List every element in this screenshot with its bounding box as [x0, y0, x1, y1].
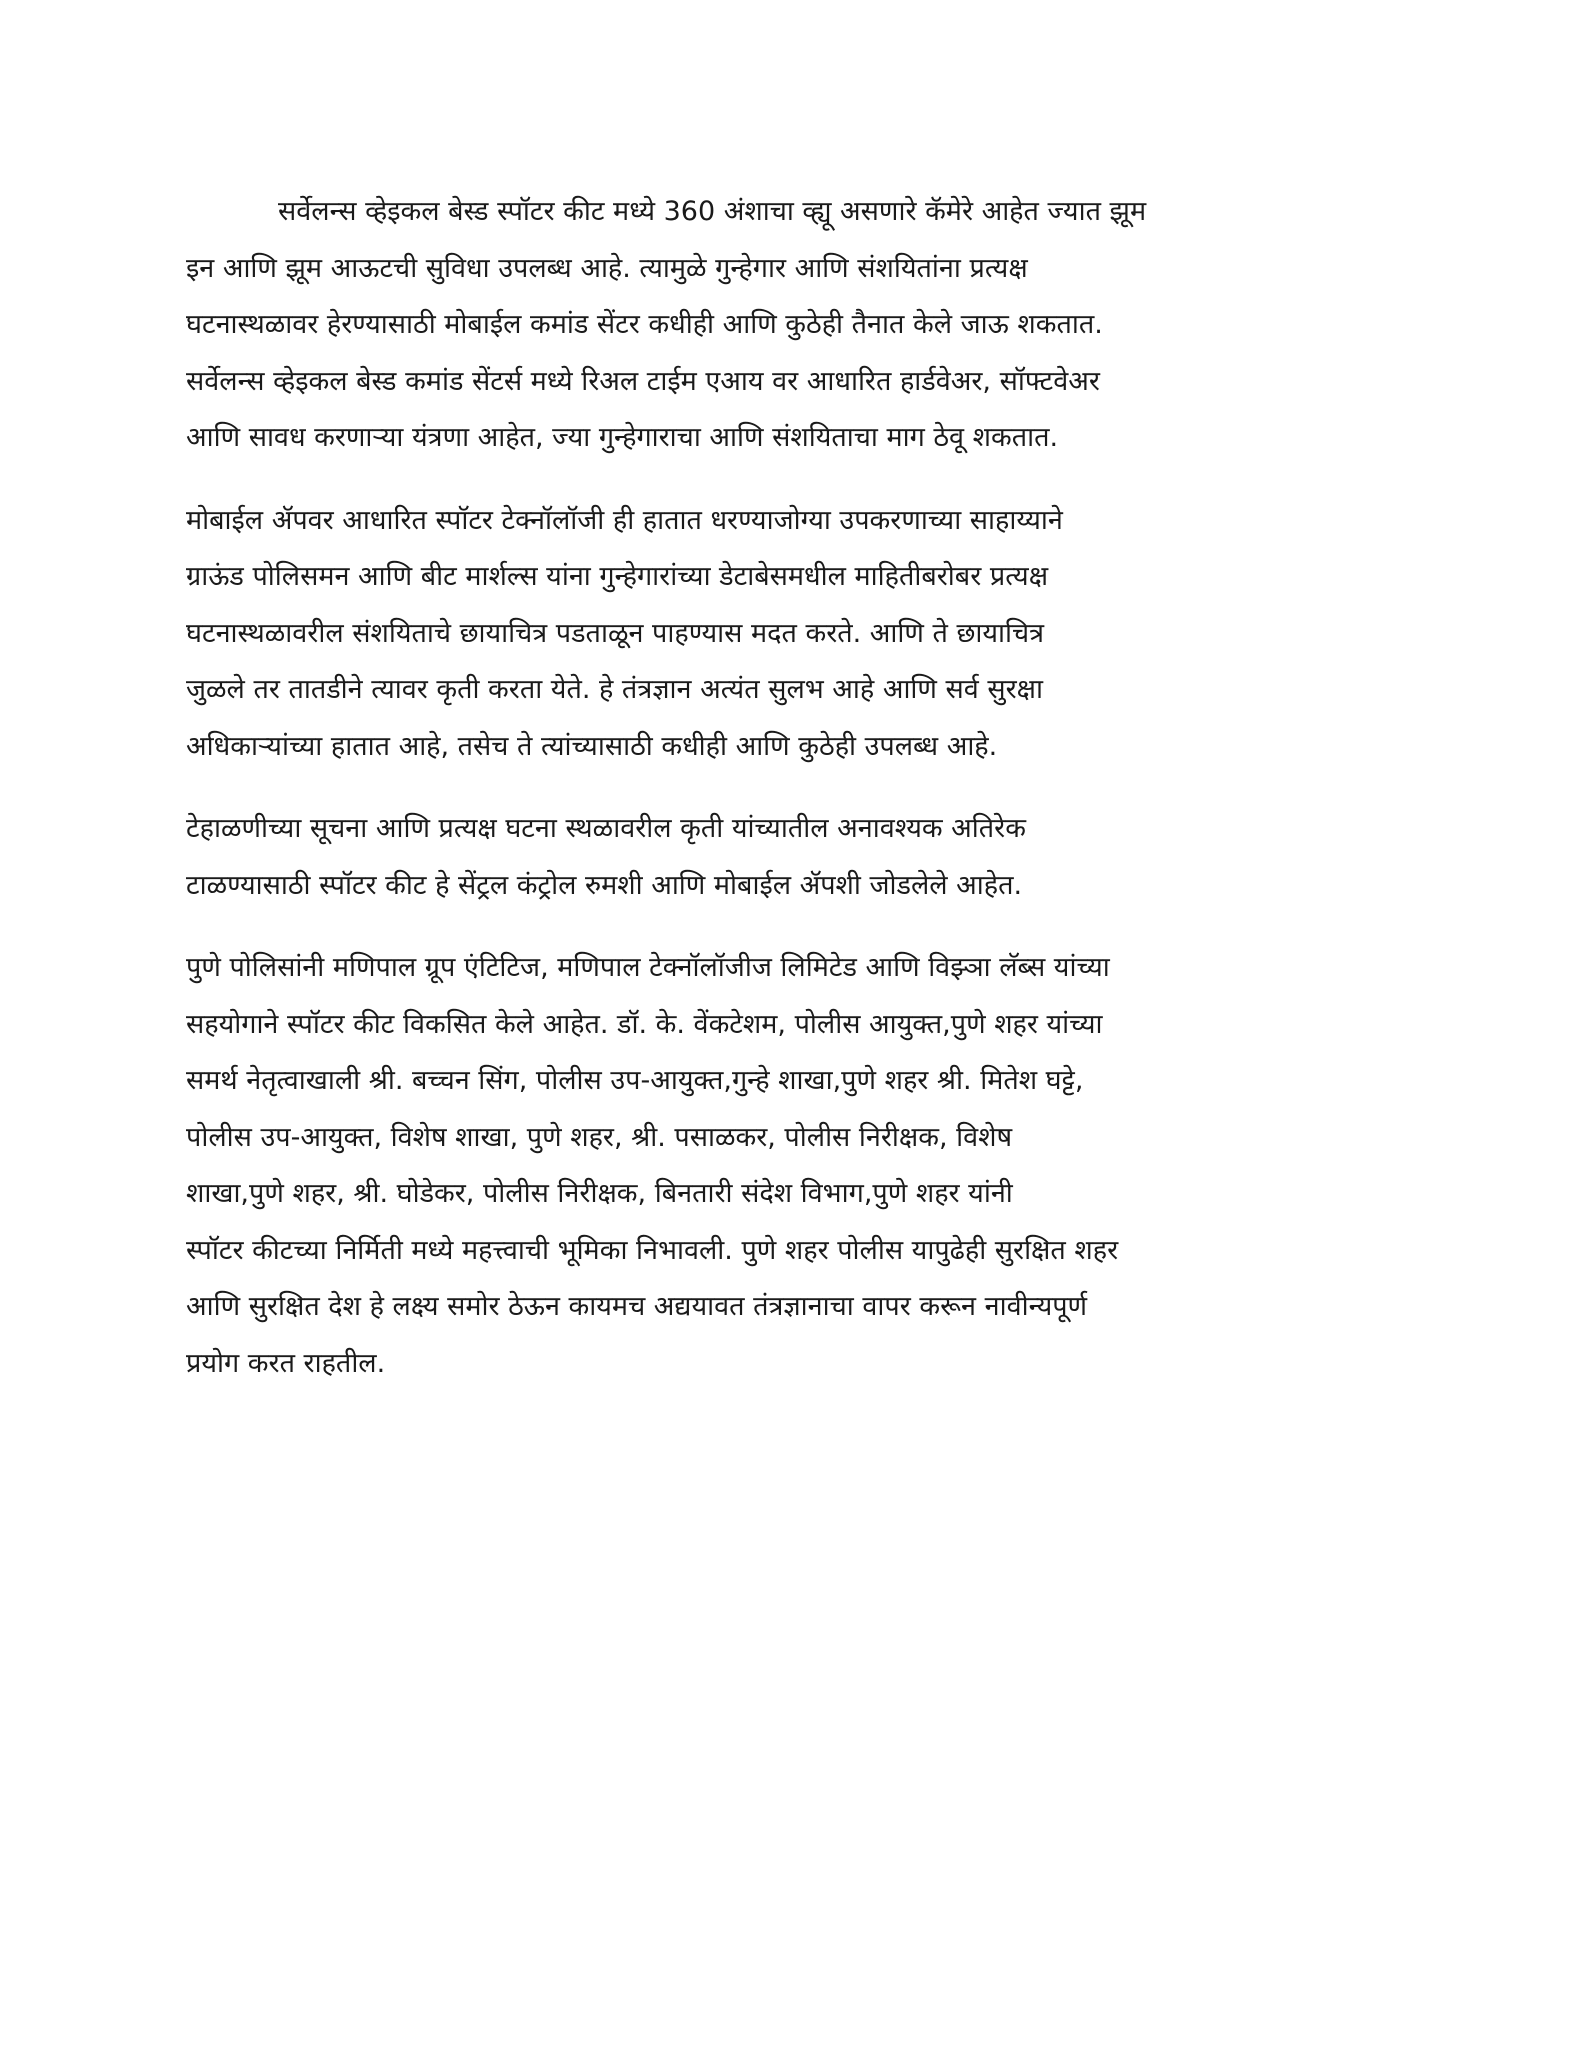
text-line: सहयोगाने स्पॉटर कीट विकसित केले आहेत. डॉ. के. वेंकटेशम, पोलीस आयुक्त,पुणे शहर यांच्या — [186, 1008, 1103, 1040]
text-line: सर्वेलन्स व्हेइकल बेस्ड स्पॉटर कीट मध्ये 360 अंशाचा व्ह्यू असणारे कॅमेरे आहेत ज्यात झूम — [278, 196, 1147, 227]
text-line: ग्राऊंड पोलिसमन आणि बीट मार्शल्स यांना गुन्हेगारांच्या डेटाबेसमधील माहितीबरोबर प्रत्यक्ष — [186, 561, 1049, 592]
paragraph-control-room — [186, 801, 1416, 914]
text-line: घटनास्थळावरील संशयिताचे छायाचित्र पडताळून पाहण्यास मदत करते. आणि ते छायाचित्र — [186, 617, 1045, 649]
text-line: पुणे पोलिसांनी मणिपाल ग्रूप एंटिटिज, मणिपाल टेक्नॉलॉजीज लिमिटेड आणि विझ्ञा लॅब्स यांच्या — [186, 952, 1110, 983]
text-line: शाखा,पुणे शहर, श्री. घोडेकर, पोलीस निरीक्षक, बिनतारी संदेश विभाग,पुणे शहर यांनी — [186, 1178, 1013, 1209]
text-line: मोबाईल ॲपवर आधारित स्पॉटर टेक्नॉलॉजी ही हातात धरण्याजोग्या उपकरणाच्या साहाय्याने — [186, 504, 1063, 536]
text-line: आणि सावध करणाऱ्या यंत्रणा आहेत, ज्या गुन्हेगाराचा आणि संशयिताचा माग ठेवू शकतात. — [186, 422, 1059, 453]
text-line: अधिकाऱ्यांच्या हातात आहे, तसेच ते त्यांच्यासाठी कधीही आणि कुठेही उपलब्ध आहे. — [186, 730, 998, 762]
text-line: इन आणि झूम आऊटची सुविधा उपलब्ध आहे. त्यामुळे गुन्हेगार आणि संशयितांना प्रत्यक्ष — [186, 252, 1028, 284]
text-line: प्रयोग करत राहतील. — [186, 1347, 386, 1379]
text-line: आणि सुरक्षित देश हे लक्ष्य समोर ठेऊन कायमच अद्ययावत तंत्रज्ञानाचा वापर करून नावीन्यपूर्ण — [186, 1291, 1088, 1322]
paragraph-credits — [186, 940, 1416, 1392]
text-line: घटनास्थळावर हेरण्यासाठी मोबाईल कमांड सेंटर कधीही आणि कुठेही तैनात केले जाऊ शकतात. — [186, 309, 1103, 340]
text-line: सर्वेलन्स व्हेइकल बेस्ड कमांड सेंटर्स मध्ये रिअल टाईम एआय वर आधारित हार्डवेअर, सॉफ्टवेअर — [186, 365, 1100, 397]
text-line: टेहाळणीच्या सूचना आणि प्रत्यक्ष घटना स्थळावरील कृती यांच्यातील अनावश्यक अतिरेक — [186, 813, 1026, 844]
text-line: टाळण्यासाठी स्पॉटर कीट हे सेंट्रल कंट्रोल रुमशी आणि मोबाईल ॲपशी जोडलेले आहेत. — [186, 869, 1023, 901]
document-body — [186, 184, 1416, 1418]
paragraph-mobile-app — [186, 493, 1416, 776]
text-line: पोलीस उप-आयुक्त, विशेष शाखा, पुणे शहर, श्री. पसाळकर, पोलीस निरीक्षक, विशेष — [186, 1121, 1013, 1153]
text-line: समर्थ नेतृत्वाखाली श्री. बच्चन सिंग, पोलीस उप-आयुक्त,गुन्हे शाखा,पुणे शहर श्री. मितेश घट्टे, — [186, 1065, 1084, 1096]
paragraph-surveillance-vehicle — [186, 184, 1416, 467]
text-line: जुळले तर तातडीने त्यावर कृती करता येते. हे तंत्रज्ञान अत्यंत सुलभ आहे आणि सर्व सुरक्षा — [186, 674, 1044, 705]
text-line: स्पॉटर कीटच्या निर्मिती मध्ये महत्त्वाची भूमिका निभावली. पुणे शहर पोलीस यापुढेही सुरक्षित शहर — [186, 1234, 1119, 1266]
